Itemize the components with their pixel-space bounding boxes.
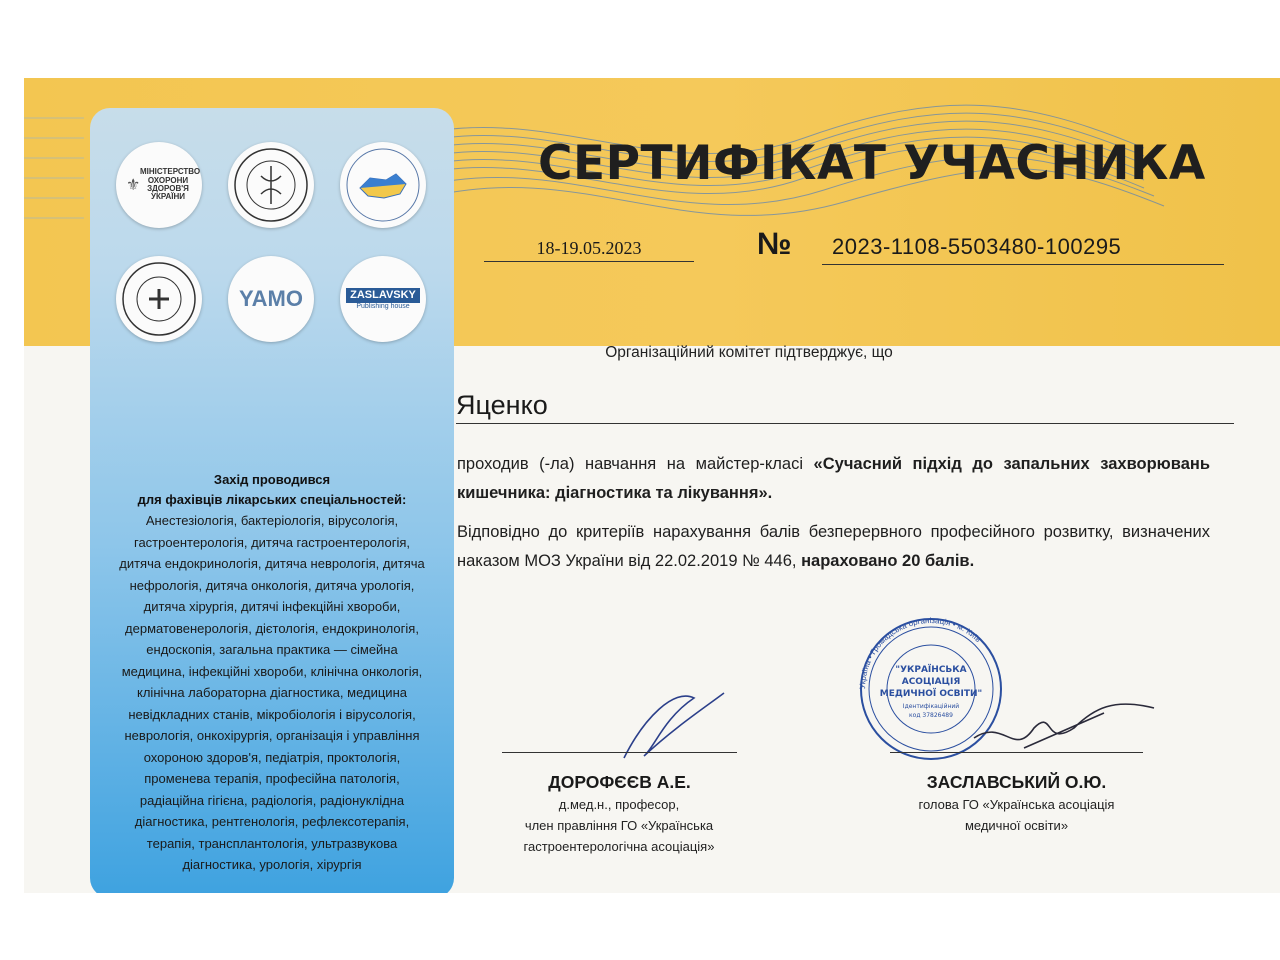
signatory-2-role: голова ГО «Українська асоціація медичної освіти» [918, 797, 1115, 833]
side-panel [90, 108, 454, 893]
signatory-1-name: ДОРОФЄЄВ А.Е. [548, 772, 691, 792]
svg-text:код 37826489: код 37826489 [909, 712, 953, 719]
gastroenterological-association-logo [340, 142, 426, 228]
svg-text:МЕДИЧНОЇ ОСВІТИ": МЕДИЧНОЇ ОСВІТИ" [879, 689, 983, 699]
course-paragraph [457, 450, 1210, 508]
signature-line-1 [502, 752, 737, 753]
svg-text:"УКРАЇНСЬКА: "УКРАЇНСЬКА [895, 665, 967, 675]
number-sign: № [757, 226, 792, 261]
points-paragraph [457, 518, 1210, 576]
points-awarded: нараховано 20 балів. [801, 552, 975, 570]
signatory-1-role: д.мед.н., професор, член правління ГО «Українська гастроентерологічна асоціація» [523, 797, 715, 854]
course-title: «Сучасний підхід до запальних захворювань кишечника: діагностика та лікування». [457, 455, 1210, 502]
svg-text:АСОЦІАЦІЯ: АСОЦІАЦІЯ [901, 677, 961, 687]
signature-scribble-1 [584, 678, 744, 768]
zaslavsky-logo: ZASLAVSKY Publishing house [340, 256, 426, 342]
signature-scribble-2 [964, 678, 1164, 768]
participant-name: Яценко [456, 390, 1234, 424]
signatory-2-name: ЗАСЛАВСЬКИЙ О.Ю. [926, 772, 1107, 792]
event-date: 18-19.05.2023 [484, 238, 694, 262]
certificate-title: СЕРТИФІКАТ УЧАСНИКА [538, 136, 1206, 191]
public-organization-seal-logo [116, 256, 202, 342]
university-seal-logo [228, 142, 314, 228]
signature-line-2 [890, 752, 1143, 753]
svg-text:⚜: ⚜ [126, 177, 141, 194]
certificate [24, 78, 1280, 893]
certificate-number: 2023-1108-5503480-100295 [822, 234, 1224, 265]
points-criteria: Відповідно до критеріїв нарахування балів безперервного професійного розвитку, визначених наказом МОЗ України від 22.02.2019 № 446, [457, 523, 1210, 570]
moz-logo: ⚜ МІНІСТЕРСТВО ОХОРОНИ ЗДОРОВ'Я УКРАЇНИ [116, 142, 202, 228]
confirmation-text: Організаційний комітет підтверджує, що [605, 344, 893, 361]
svg-text:Ідентифікаційний: Ідентифікаційний [902, 703, 960, 710]
yamo-logo: YAMO [228, 256, 314, 342]
course-intro: проходив (-ла) навчання на майстер-класі [457, 455, 814, 473]
svg-text:Україна • Громадська організац: Україна • Громадська організація • м. Київ [857, 615, 983, 690]
specialties-list: Анестезіологія, бактеріологія, вірусологія, гастроентерологія, дитяча гастроентерологія, дитяча ендокринологія, дитяча неврологія, дитяча нефрологія, дитяча онкологія, дитяча урологія, дитяча хірургія, дитячі інфекційні хвороби, дерматовенерологія, дієтологія, ендокринологія, ендоскопія, загальна практика — сімейна медицина, інфекційні хвороби, клінічна онкологія, клінічна лабораторна діагностика, медицина невідкладних станів, мікробіологія і вірусологія, неврологія, онкохірургія, організація і управління охороною здоров'я, педіатрія, проктологія, променева терапія, професійна патологія, радіаційна гігієна, радіологія, радіонуклідна діагностика, рентгенологія, рефлексотерапія, терапія, трансплантологія, ультразвукова діагностика, урологія, хірургія [119, 513, 425, 872]
panel-heading: Захід проводився для фахівців лікарських спеціальностей: [137, 472, 407, 507]
